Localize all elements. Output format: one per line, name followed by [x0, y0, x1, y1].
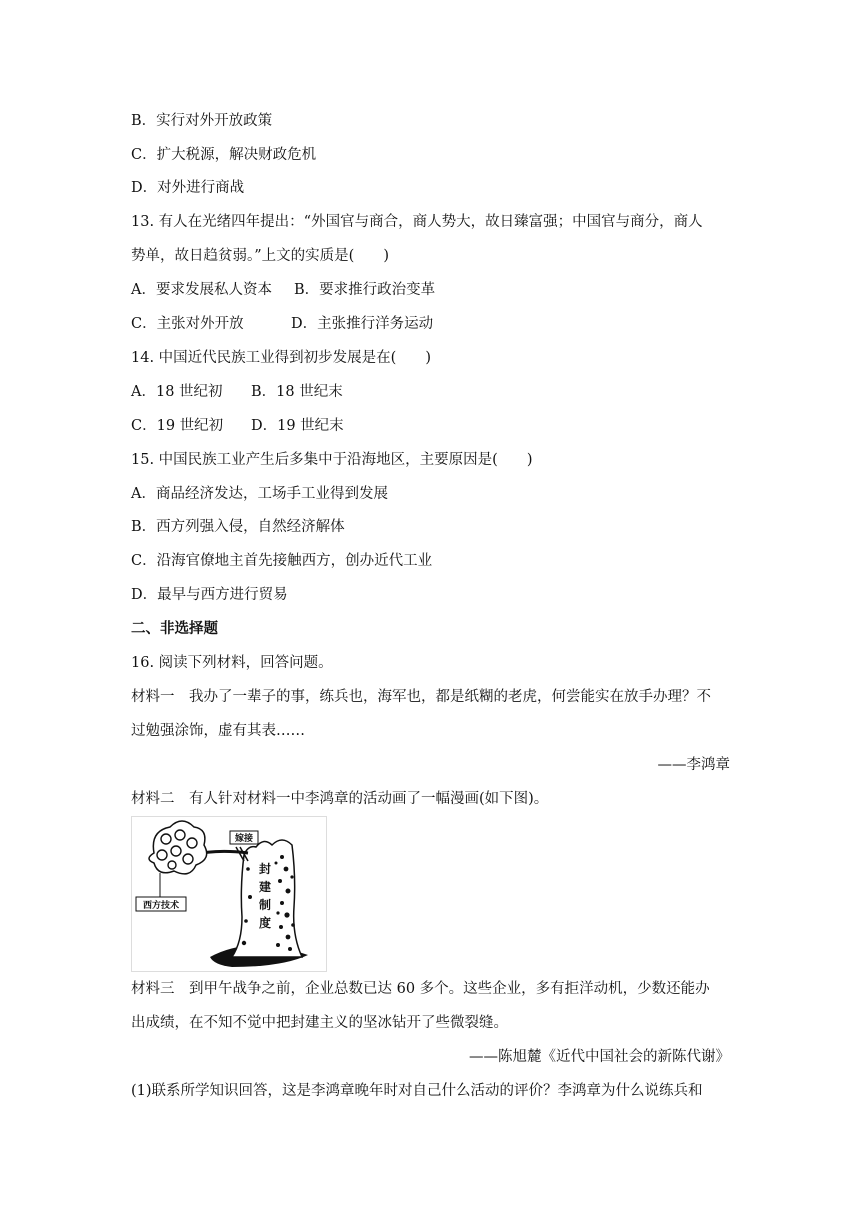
material1-source: ——李鸿章 — [657, 757, 730, 773]
q15-option-b: B．西方列强入侵，自然经济解体 — [131, 519, 345, 535]
sub-question-1: (1)联系所学知识回答，这是李鸿章晚年时对自己什么活动的评价？李鸿章为什么说练兵和 — [131, 1083, 703, 1099]
graft-label: 嫁接 — [234, 834, 254, 844]
section-title: 二、非选择题 — [131, 621, 218, 637]
q14-option-b: B．18 世纪末 — [251, 384, 343, 400]
q13-option-a: A．要求发展私人资本 — [131, 282, 272, 298]
q15-option-a: A．商品经济发达，工场手工业得到发展 — [131, 486, 388, 502]
q14-stem: 14. 中国近代民族工业得到初步发展是在( ) — [131, 350, 431, 366]
material3-text-cont: 出成绩，在不知不觉中把封建主义的坚冰钻开了些微裂缝。 — [131, 1015, 508, 1031]
trunk-label-1: 封 — [258, 862, 272, 876]
q14-option-c: C．19 世纪初 — [131, 418, 224, 434]
q15-stem: 15. 中国民族工业产生后多集中于沿海地区，主要原因是( ) — [131, 452, 533, 468]
q13-stem: 13. 有人在光绪四年提出：“外国官与商合，商人势大，故日臻富强；中国官与商分，商人 — [131, 214, 703, 230]
q13-options-row2 — [131, 314, 730, 334]
trunk-label-3: 制 — [258, 898, 272, 912]
q13-stem-cont: 势单，故日趋贫弱。”上文的实质是( ) — [131, 248, 389, 264]
grafting-cartoon — [131, 816, 327, 972]
q12-option-b: B．实行对外开放政策 — [131, 113, 273, 129]
q14-option-d: D．19 世纪末 — [251, 418, 344, 434]
material3-source: ——陈旭麓《近代中国社会的新陈代谢》 — [469, 1049, 730, 1065]
q14-option-a: A．18 世纪初 — [131, 384, 223, 400]
q14-options-row1 — [131, 382, 730, 402]
q12-option-d: D．对外进行商战 — [131, 180, 245, 196]
q14-options-row2 — [131, 416, 730, 436]
q13-option-c: C．主张对外开放 — [131, 316, 244, 332]
q12-option-c: C．扩大税源，解决财政危机 — [131, 147, 317, 163]
material3-text: 材料三 到甲午战争之前，企业总数已达 60 多个。这些企业，多有拒洋动机，少数还能办 — [131, 981, 710, 997]
q13-option-d: D．主张推行洋务运动 — [291, 316, 434, 332]
q13-options-row1 — [131, 280, 730, 300]
tech-label: 西方技术 — [142, 901, 180, 911]
q15-option-c: C．沿海官僚地主首先接触西方，创办近代工业 — [131, 553, 433, 569]
q13-option-b: B．要求推行政治变革 — [293, 282, 436, 298]
trunk-label-2: 建 — [258, 880, 272, 894]
trunk-label-4: 度 — [258, 916, 272, 930]
material1-text-cont: 过勉强涂饰，虚有其表…… — [131, 723, 305, 739]
q16-stem: 16. 阅读下列材料，回答问题。 — [131, 655, 333, 671]
material1-text: 材料一 我办了一辈子的事，练兵也，海军也，都是纸糊的老虎，何尝能实在放手办理？不 — [131, 689, 711, 705]
foliage — [149, 821, 207, 874]
q15-option-d: D．最早与西方进行贸易 — [131, 587, 288, 603]
material2-text: 材料二 有人针对材料一中李鸿章的活动画了一幅漫画(如下图)。 — [131, 791, 549, 807]
